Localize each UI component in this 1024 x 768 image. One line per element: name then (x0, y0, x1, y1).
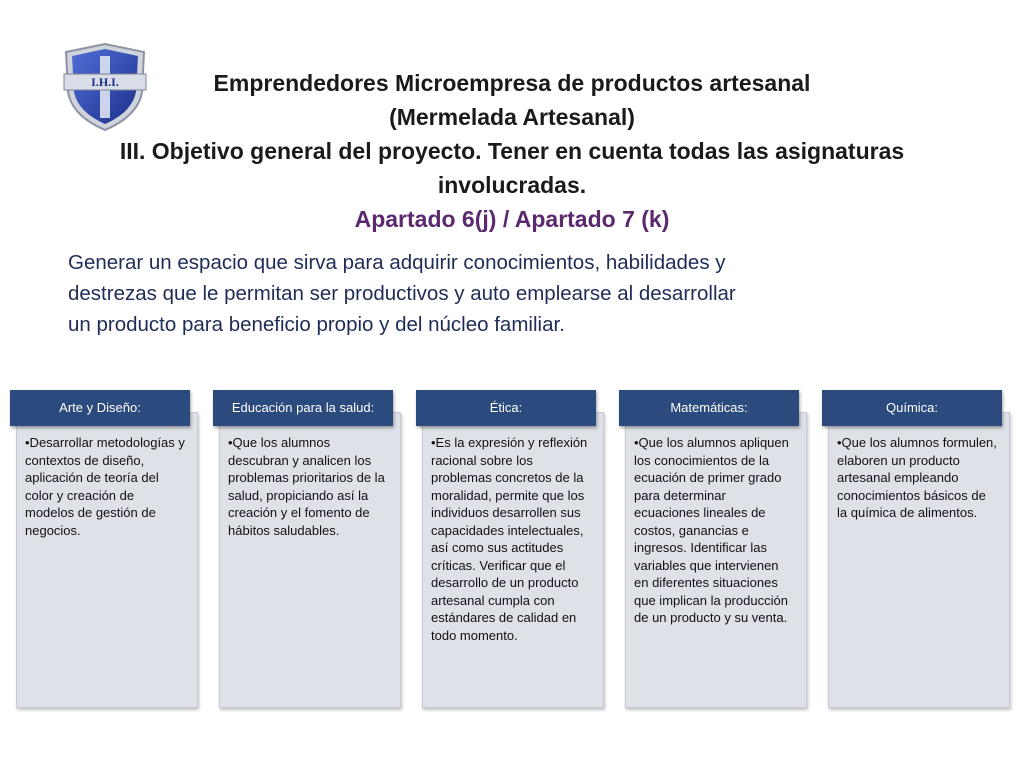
slide-title (60, 66, 964, 236)
objective-text (68, 247, 858, 340)
title-line-3: III. Objetivo general del proyecto. Tener en cuenta todas las asignaturas (119, 138, 905, 164)
objective-line-3: un producto para beneficio propio y del núcleo familiar. (68, 313, 565, 336)
objective-line-2: destrezas que le permitan ser productivos y auto emplearse al desarrollar (68, 282, 736, 305)
card-header: Arte y Diseño: (10, 390, 190, 426)
card-header: Matemáticas: (619, 390, 799, 426)
card-arte-diseno (16, 390, 196, 708)
card-quimica (828, 390, 1008, 708)
title-line-4: involucradas. (437, 172, 587, 198)
card-header: Ética: (416, 390, 596, 426)
card-text: •Que los alumnos apliquen los conocimientos de la ecuación de primer grado para determinar ecuaciones lineales de costos, ganancias e ingresos. Identificar las variables que intervienen en diferentes situaciones que implican la producción de un producto y su venta. (634, 435, 789, 625)
card-etica (422, 390, 602, 708)
card-header: Educación para la salud: (213, 390, 393, 426)
title-line-2: (Mermelada Artesanal) (389, 104, 635, 130)
card-text: •Desarrollar metodologías y contextos de diseño, aplicación de teoría del color y creación de modelos de gestión de negocios. (25, 435, 185, 538)
card-educacion-salud (219, 390, 399, 708)
card-text: •Es la expresión y reflexión racional sobre los problemas concretos de la moralidad, permite que los individuos desarrollen sus capacidades intelectuales, así como sus actitudes críticas. Verificar que el desarrollo de un producto artesanal cumpla con estándares de calidad en todo momento. (431, 435, 588, 643)
card-text: •Que los alumnos formulen, elaboren un producto artesanal empleando conocimientos básicos de la química de alimentos. (837, 435, 997, 520)
subtitle: Apartado 6(j) / Apartado 7 (k) (354, 206, 670, 232)
card-header: Química: (822, 390, 1002, 426)
objective-line-1: Generar un espacio que sirva para adquirir conocimientos, habilidades y (68, 251, 726, 274)
title-line-1: Emprendedores Microempresa de productos artesanal (213, 70, 811, 96)
card-text: •Que los alumnos descubran y analicen los problemas prioritarios de la salud, propiciando así la creación y el fomento de hábitos saludables. (228, 435, 385, 538)
card-matematicas (625, 390, 805, 708)
svg-text:I.H.I.: I.H.I. (91, 75, 119, 89)
